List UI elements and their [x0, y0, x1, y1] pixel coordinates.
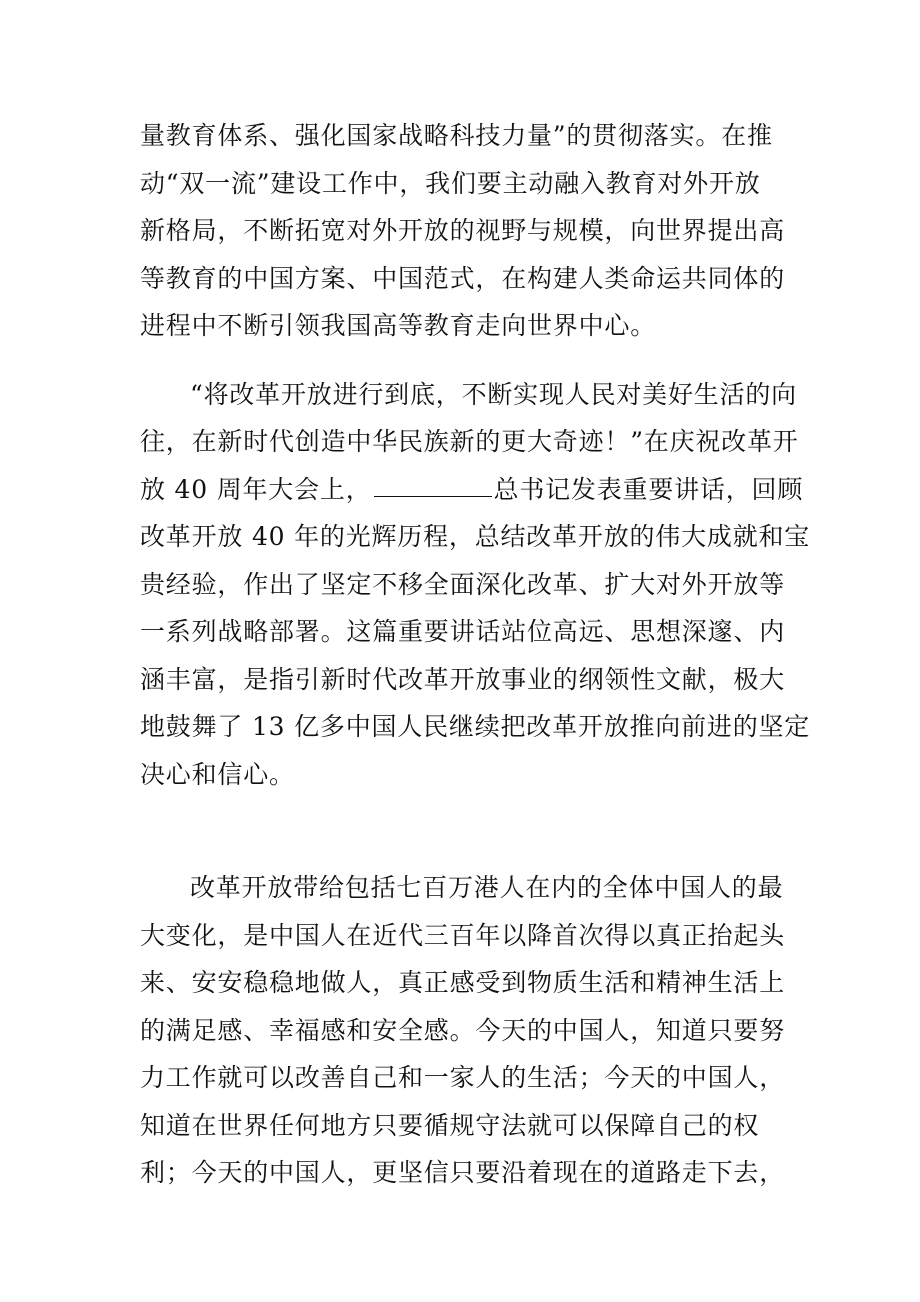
paragraph-spacer — [140, 350, 770, 371]
text-line: 利；今天的中国人，更坚信只要沿着现在的道路走下去， — [140, 1158, 786, 1187]
text-line: “将改革开放进行到底，不断实现人民对美好生活的向 — [190, 379, 797, 409]
text-line: 新格局，不断拓宽对外开放的视野与规模，向世界提出高 — [140, 216, 786, 245]
text-line: 决心和信心。 — [140, 759, 295, 789]
paragraph-spacer — [140, 798, 770, 864]
text-line: 贵经验，作出了坚定不移全面深化改革、扩大对外开放等 — [140, 569, 786, 599]
document-page — [140, 112, 811, 1197]
text-line: 改革开放带给包括七百万港人在内的全体中国人的最 — [190, 873, 784, 902]
text-line: 改革开放 40 年的光辉历程，总结改革开放的伟大成就和宝 — [140, 522, 811, 551]
text-line: 地鼓舞了 13 亿多中国人民继续把改革开放推向前进的坚定 — [140, 712, 811, 741]
text-line: 进程中不断引领我国高等教育走向世界中心。 — [140, 311, 657, 340]
paragraph-2 — [140, 371, 811, 799]
text-line: 涵丰富，是指引新时代改革开放事业的纲领性文献，极大 — [140, 664, 786, 694]
blank-line-after: 总书记发表重要讲话，回顾 — [493, 474, 804, 504]
blank-line-before: 放 40 周年大会上， — [140, 474, 372, 504]
text-line: 等教育的中国方案、中国范式，在构建人类命运共同体的 — [140, 263, 786, 293]
text-line: 一系列战略部署。这篇重要讲话站位高远、思想深邃、内 — [140, 617, 786, 646]
text-line: 量教育体系、强化国家战略科技力量”的贯彻落实。在推 — [140, 121, 773, 150]
fill-in-blank — [374, 466, 492, 497]
paragraph-3 — [140, 864, 786, 1197]
text-line-with-blank — [140, 466, 804, 514]
text-line: 来、安安稳稳地做人，真正感受到物质生活和精神生活上 — [140, 968, 786, 997]
text-line: 知道在世界任何地方只要循规守法就可以保障自己的权 — [140, 1110, 760, 1140]
text-line: 力工作就可以改善自己和一家人的生活；今天的中国人， — [140, 1063, 786, 1092]
paragraph-1 — [140, 112, 786, 350]
text-line: 大变化，是中国人在近代三百年以降首次得以真正抬起头 — [140, 920, 786, 950]
text-line: 往，在新时代创造中华民族新的更大奇迹！”在庆祝改革开 — [140, 427, 799, 456]
text-line: 的满足感、幸福感和安全感。今天的中国人，知道只要努 — [140, 1015, 786, 1045]
text-line: 动“双一流”建设工作中，我们要主动融入教育对外开放 — [140, 168, 761, 198]
